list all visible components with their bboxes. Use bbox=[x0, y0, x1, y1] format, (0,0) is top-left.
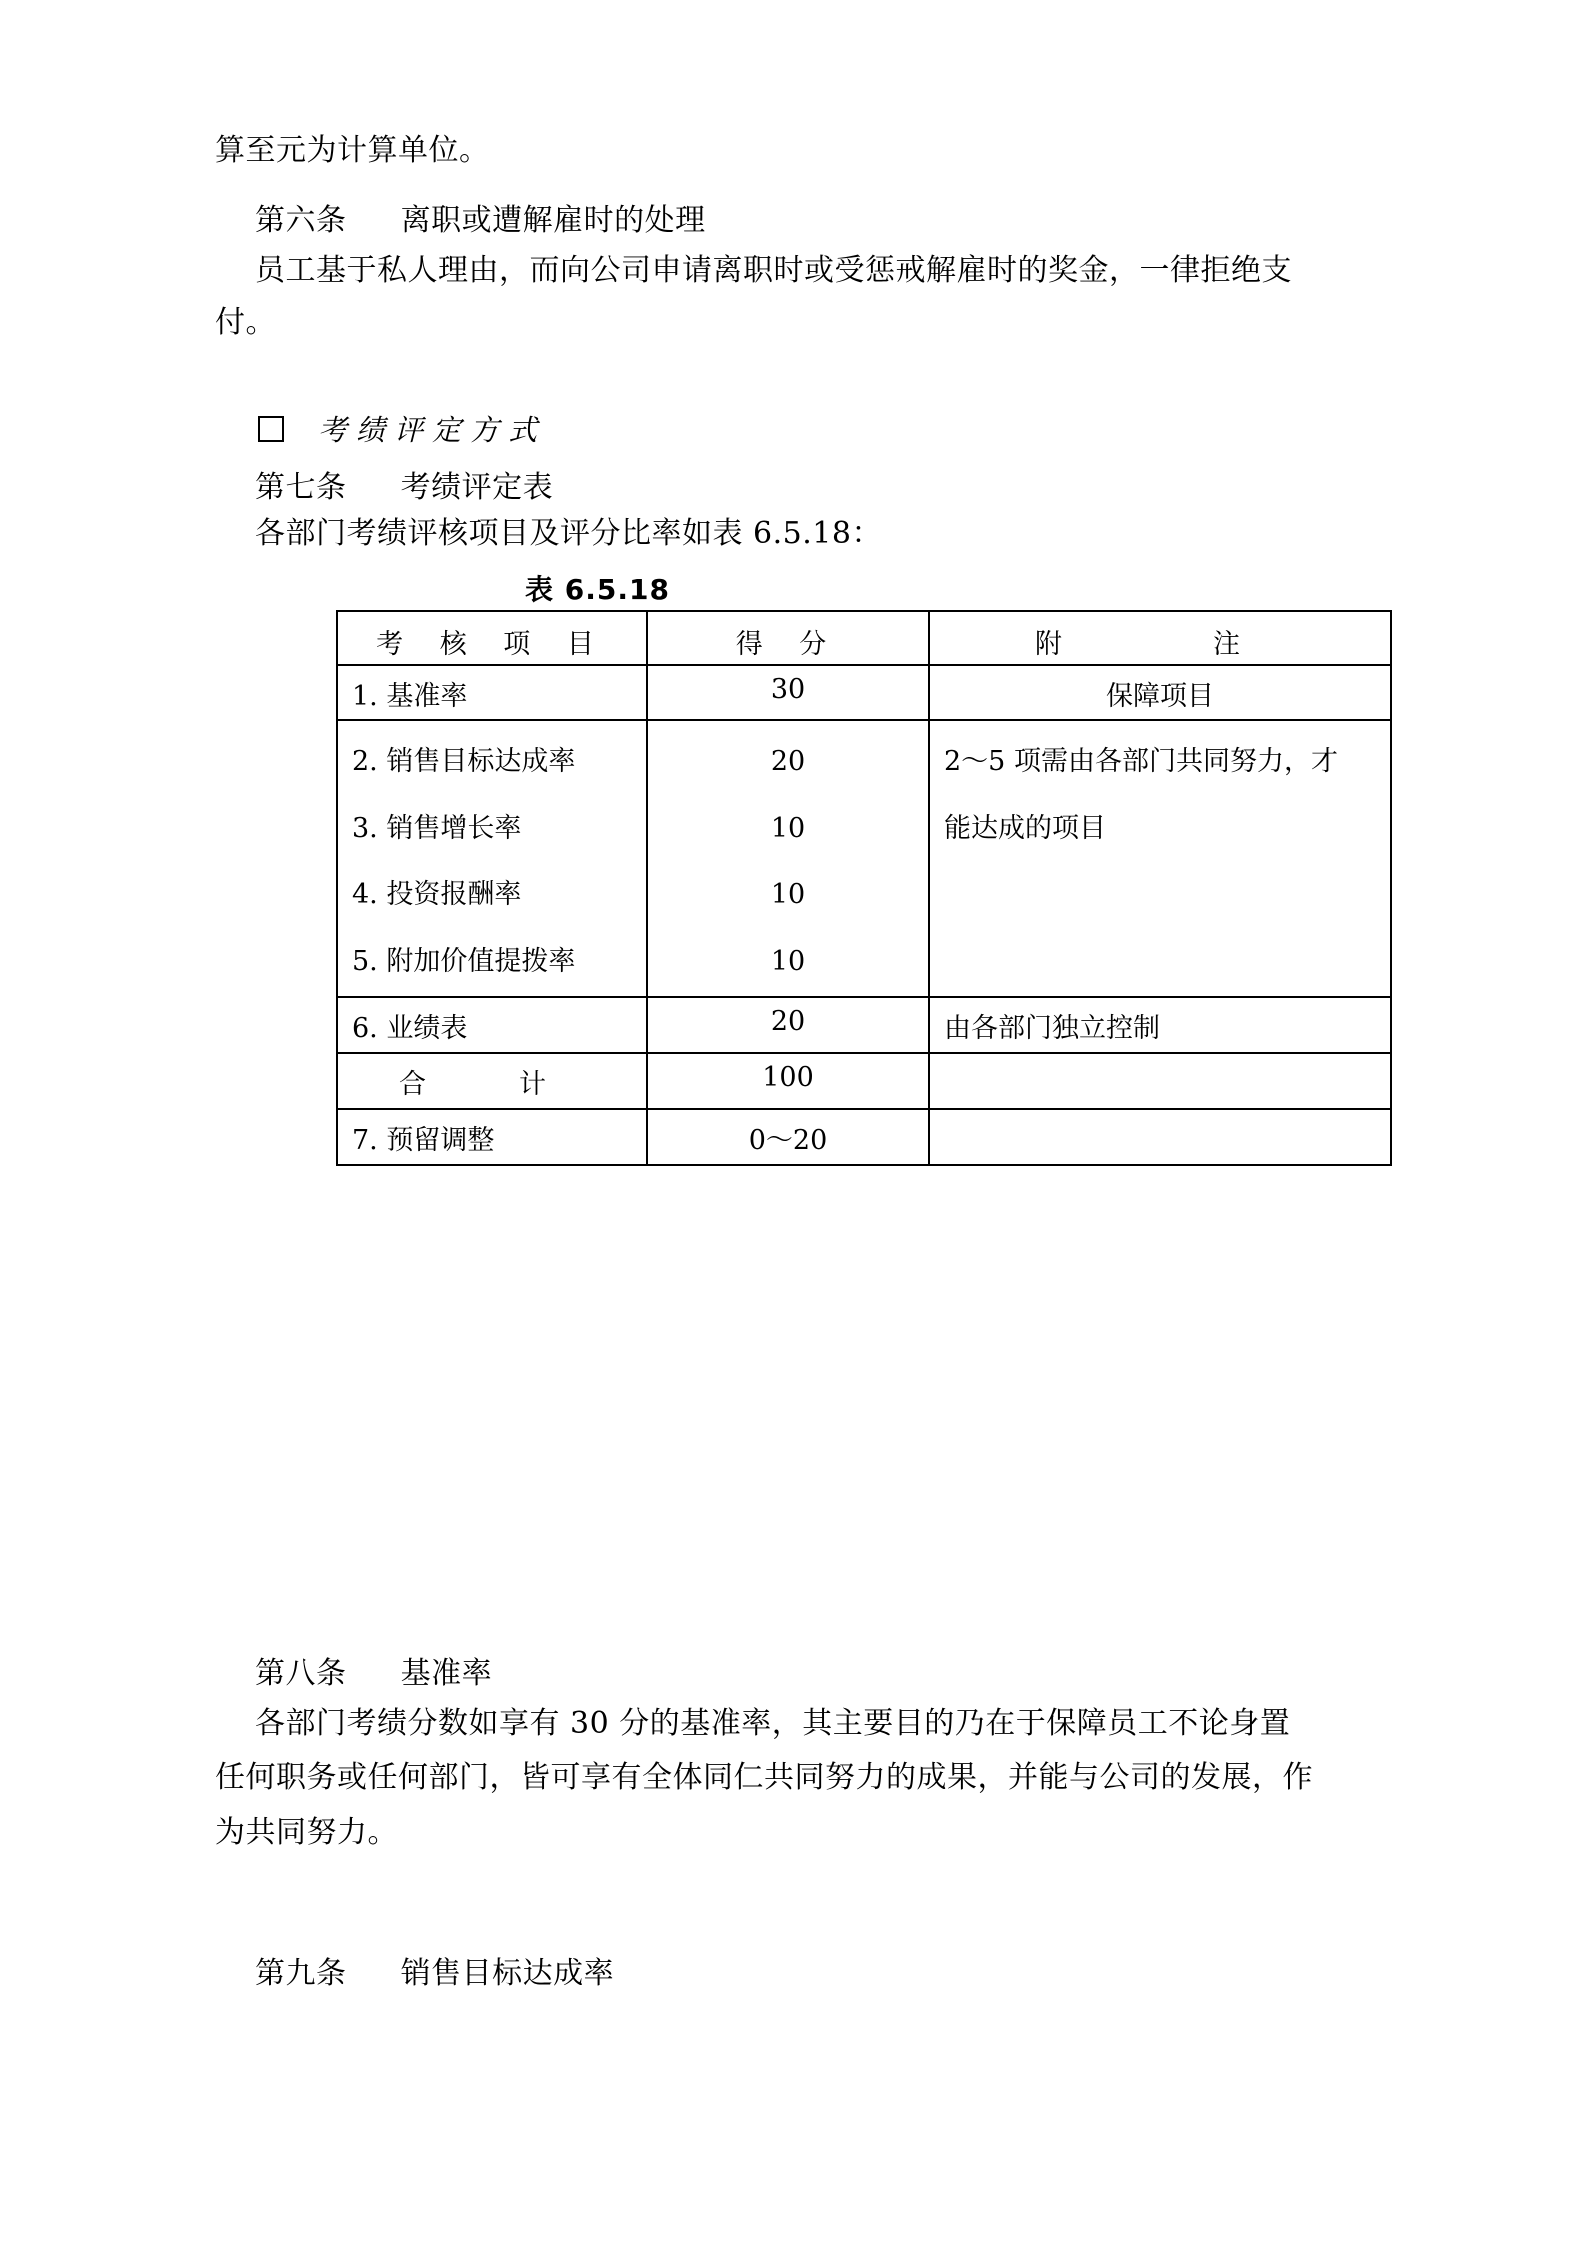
article-9-title: 销售目标达成率 bbox=[400, 1956, 615, 1991]
appraisal-score-table bbox=[336, 610, 1392, 1166]
article-8-heading bbox=[255, 1648, 492, 1692]
article-7-number: 第七条 bbox=[255, 470, 347, 505]
article-6-number: 第六条 bbox=[255, 203, 347, 238]
total-score-value: 100 bbox=[762, 1061, 814, 1093]
score-value: 10 bbox=[770, 879, 806, 911]
cell-note bbox=[929, 997, 1391, 1053]
article-8-body-line-2: 任何职务或任何部门，皆可享有全体同仁共同努力的成果，并能与公司的发展，作 bbox=[215, 1760, 1313, 1795]
item-label: 1. 基准率 bbox=[352, 681, 468, 712]
note-text-line-1: 2～5 项需由各部门共同努力，才 bbox=[944, 746, 1338, 777]
header-note-left: 附 bbox=[1035, 629, 1062, 660]
header-cell-note bbox=[929, 611, 1391, 665]
cell-item bbox=[337, 665, 647, 720]
cell-item-total bbox=[337, 1053, 647, 1109]
cell-item bbox=[337, 997, 647, 1053]
article-9-heading bbox=[255, 1948, 614, 1992]
paragraph-top: 算至元为计算单位。 bbox=[215, 133, 490, 168]
header-note-label bbox=[930, 612, 1390, 661]
score-value: 20 bbox=[770, 1005, 806, 1037]
item-label: 2. 销售目标达成率 bbox=[352, 746, 576, 777]
table-row bbox=[337, 997, 1391, 1053]
article-9-number: 第九条 bbox=[255, 1956, 347, 1991]
article-8-body-line-1: 各部门考绩分数如享有 30 分的基准率，其主要目的乃在于保障员工不论身置 bbox=[255, 1706, 1291, 1741]
article-6-body-line-2: 付。 bbox=[215, 305, 276, 340]
item-label: 4. 投资报酬率 bbox=[352, 879, 522, 911]
table-row bbox=[337, 665, 1391, 720]
note-text bbox=[930, 1054, 1390, 1062]
cell-score bbox=[647, 1109, 929, 1165]
article-8-number: 第八条 bbox=[255, 1656, 347, 1691]
note-text: 保障项目 bbox=[1106, 681, 1214, 712]
article-6-heading bbox=[255, 195, 706, 239]
note-text-line-2: 能达成的项目 bbox=[944, 812, 1106, 844]
header-note-right: 注 bbox=[1213, 629, 1240, 660]
header-cell-item bbox=[337, 611, 647, 665]
note-text: 由各部门独立控制 bbox=[944, 1012, 1160, 1044]
cell-item bbox=[337, 1109, 647, 1165]
score-value: 0～20 bbox=[748, 1124, 828, 1156]
article-8-title: 基准率 bbox=[400, 1656, 493, 1691]
table-row-total bbox=[337, 1053, 1391, 1109]
table-header-row bbox=[337, 611, 1391, 665]
table-row bbox=[337, 1109, 1391, 1165]
score-value: 20 bbox=[770, 746, 806, 777]
article-6-body-line-1: 员工基于私人理由，而向公司申请离职时或受惩戒解雇时的奖金，一律拒绝支 bbox=[255, 253, 1292, 288]
total-label-left: 合 bbox=[399, 1068, 426, 1100]
cell-score bbox=[647, 997, 929, 1053]
cell-note bbox=[929, 1109, 1391, 1165]
table-caption: 表 6.5.18 bbox=[525, 573, 670, 606]
note-text bbox=[930, 1110, 1390, 1118]
table-row-group-2-5 bbox=[337, 720, 1391, 997]
total-label bbox=[338, 1054, 646, 1101]
header-cell-score bbox=[647, 611, 929, 665]
article-7-title: 考绩评定表 bbox=[400, 470, 554, 505]
cell-score bbox=[647, 665, 929, 720]
article-7-lead-in: 各部门考绩评核项目及评分比率如表 6.5.18： bbox=[255, 516, 882, 551]
header-item-label: 考 核 项 目 bbox=[376, 629, 608, 660]
article-6-title: 离职或遭解雇时的处理 bbox=[400, 203, 706, 238]
cell-item-group bbox=[337, 720, 647, 997]
item-label: 6. 业绩表 bbox=[352, 1012, 468, 1044]
cell-note-merged bbox=[929, 720, 1391, 997]
item-label: 5. 附加价值提拨率 bbox=[352, 946, 576, 978]
item-label: 3. 销售增长率 bbox=[352, 812, 522, 844]
total-label-right: 计 bbox=[519, 1068, 546, 1100]
header-score-label: 得 分 bbox=[735, 629, 841, 660]
cell-score-total bbox=[647, 1053, 929, 1109]
score-value: 10 bbox=[770, 812, 806, 844]
cell-note-total bbox=[929, 1053, 1391, 1109]
score-value: 10 bbox=[770, 946, 806, 978]
article-8-body-line-3: 为共同努力。 bbox=[215, 1815, 398, 1850]
item-label: 7. 预留调整 bbox=[352, 1124, 495, 1156]
section-heading-appraisal-method bbox=[258, 408, 546, 449]
section-heading-label: 考绩评定方式 bbox=[318, 413, 547, 447]
cell-score-group bbox=[647, 720, 929, 997]
score-value: 30 bbox=[770, 674, 806, 705]
hollow-square-icon bbox=[258, 416, 284, 442]
article-7-heading bbox=[255, 462, 553, 506]
cell-note bbox=[929, 665, 1391, 720]
